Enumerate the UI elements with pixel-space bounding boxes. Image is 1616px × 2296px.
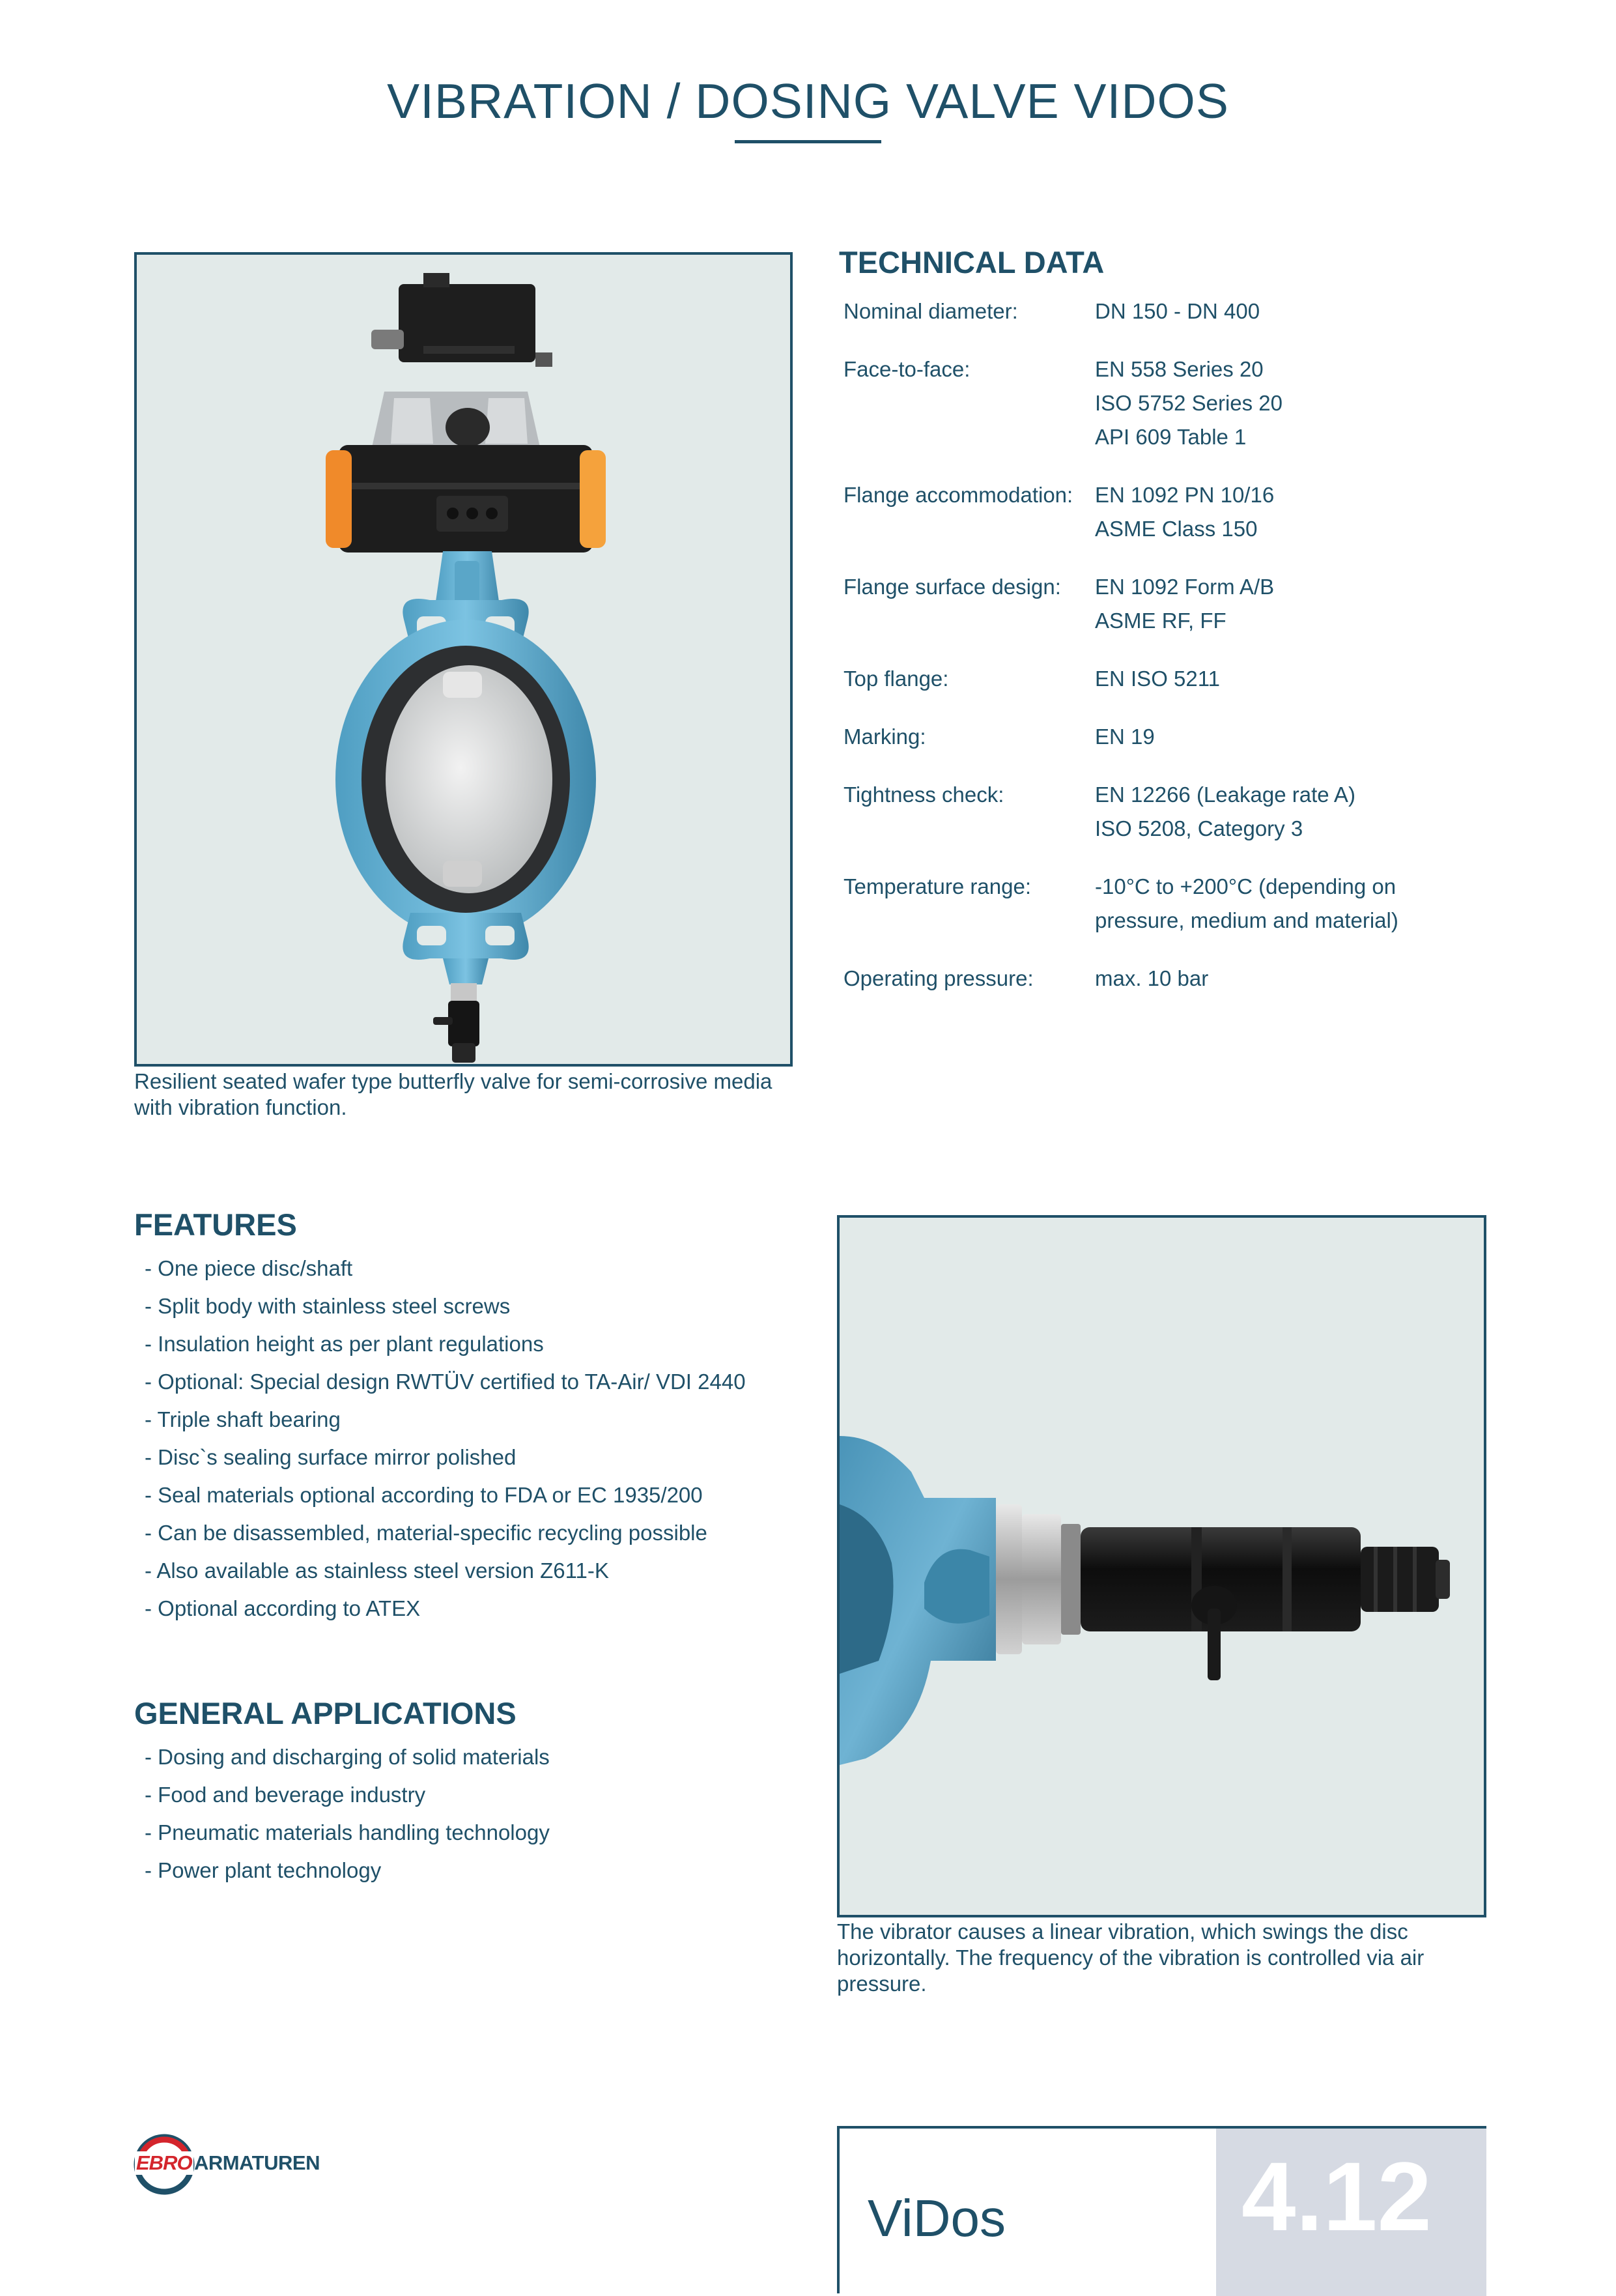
- technical-data-value: API 609 Table 1: [1095, 425, 1247, 449]
- technical-data-values: [1095, 870, 1398, 938]
- technical-data-values: [1095, 294, 1260, 328]
- page-title: VIBRATION / DOSING VALVE VIDOS: [387, 74, 1229, 128]
- technical-data-value: EN 12266 (Leakage rate A): [1095, 782, 1355, 807]
- technical-data-row: [843, 662, 1495, 696]
- technical-data-table: [843, 294, 1495, 1020]
- main-image-caption: [134, 1069, 851, 1121]
- features-heading: FEATURES: [134, 1207, 297, 1242]
- technical-data-row: [843, 294, 1495, 328]
- vibrator-detail-image: [840, 1218, 1484, 1915]
- technical-data-value: EN 19: [1095, 725, 1155, 749]
- technical-data-row: [843, 478, 1495, 546]
- technical-data-value: EN 558 Series 20: [1095, 357, 1264, 381]
- technical-data-values: [1095, 352, 1283, 454]
- technical-data-value: DN 150 - DN 400: [1095, 299, 1260, 323]
- technical-data-label: Marking:: [843, 725, 926, 749]
- logo-text-ebro: EBRO: [136, 2151, 192, 2174]
- feature-item: - Triple shaft bearing: [145, 1407, 341, 1431]
- technical-data-value: EN 1092 PN 10/16: [1095, 483, 1275, 507]
- main-product-image: [134, 252, 793, 1067]
- feature-item: - Split body with stainless steel screws: [145, 1294, 511, 1318]
- logo-text-armaturen: ARMATUREN: [194, 2151, 320, 2174]
- applications-list: [145, 1745, 861, 1896]
- application-item: - Dosing and discharging of solid materials: [145, 1745, 550, 1769]
- feature-item: - One piece disc/shaft: [145, 1256, 353, 1280]
- detail-image: [837, 1215, 1486, 1917]
- technical-data-label: Flange accommodation:: [843, 483, 1073, 507]
- main-image-caption-line2: with vibration function.: [134, 1095, 347, 1119]
- technical-data-value: EN ISO 5211: [1095, 667, 1220, 691]
- technical-data-label: Operating pressure:: [843, 966, 1034, 990]
- feature-item: - Disc`s sealing surface mirror polished: [145, 1445, 517, 1469]
- technical-data-value: EN 1092 Form A/B: [1095, 575, 1275, 599]
- technical-data-label: Flange surface design:: [843, 575, 1061, 599]
- technical-data-values: [1095, 662, 1220, 696]
- footer-product-box: [837, 2126, 1486, 2293]
- technical-data-values: [1095, 778, 1355, 846]
- technical-data-label: Tightness check:: [843, 782, 1004, 807]
- main-image-caption-line1: Resilient seated wafer type butterfly valve for semi-corrosive media: [134, 1069, 773, 1093]
- technical-data-label: Top flange:: [843, 667, 949, 691]
- ebro-armaturen-logo: [133, 2132, 354, 2197]
- footer-page-number: 4.12: [1241, 2142, 1432, 2251]
- technical-data-row: [843, 870, 1495, 938]
- technical-data-row: [843, 962, 1495, 996]
- technical-data-value: ASME RF, FF: [1095, 609, 1226, 633]
- feature-item: - Optional: Special design RWTÜV certified to TA-Air/ VDI 2440: [145, 1370, 746, 1394]
- technical-data-value: ISO 5752 Series 20: [1095, 391, 1283, 415]
- butterfly-valve-with-actuator-image: [137, 255, 790, 1064]
- technical-data-value: ASME Class 150: [1095, 517, 1258, 541]
- detail-image-caption: [837, 1919, 1488, 1997]
- footer-product-name: ViDos: [868, 2189, 1006, 2247]
- title-underline: [735, 140, 881, 143]
- technical-data-label: Face-to-face:: [843, 357, 971, 381]
- technical-data-row: [843, 778, 1495, 846]
- application-item: - Pneumatic materials handling technology: [145, 1820, 550, 1844]
- technical-data-values: [1095, 478, 1274, 546]
- feature-item: - Optional according to ATEX: [145, 1596, 421, 1620]
- detail-image-caption-line1: The vibrator causes a linear vibration, which swings the disc: [837, 1919, 1408, 1944]
- technical-data-row: [843, 720, 1495, 754]
- application-item: - Food and beverage industry: [145, 1783, 426, 1807]
- technical-data-values: [1095, 570, 1274, 638]
- feature-item: - Insulation height as per plant regulations: [145, 1332, 544, 1356]
- technical-data-value: -10°C to +200°C (depending on: [1095, 874, 1396, 898]
- applications-heading: GENERAL APPLICATIONS: [134, 1696, 517, 1730]
- feature-item: - Also available as stainless steel version Z611-K: [145, 1558, 609, 1583]
- technical-data-values: [1095, 720, 1155, 754]
- detail-image-caption-line3: pressure.: [837, 1972, 927, 1996]
- feature-item: - Can be disassembled, material-specific recycling possible: [145, 1521, 707, 1545]
- application-item: - Power plant technology: [145, 1858, 382, 1882]
- technical-data-row: [843, 352, 1495, 454]
- technical-data-values: [1095, 962, 1208, 996]
- technical-data-value: max. 10 bar: [1095, 966, 1209, 990]
- technical-data-row: [843, 570, 1495, 638]
- features-list: [145, 1256, 861, 1634]
- technical-data-label: Temperature range:: [843, 874, 1031, 898]
- detail-image-caption-line2: horizontally. The frequency of the vibration is controlled via air: [837, 1945, 1425, 1970]
- technical-data-heading: TECHNICAL DATA: [839, 245, 1105, 280]
- technical-data-value: pressure, medium and material): [1095, 908, 1398, 932]
- footer-page-number-block: [1216, 2129, 1486, 2296]
- technical-data-label: Nominal diameter:: [843, 299, 1018, 323]
- feature-item: - Seal materials optional according to FDA or EC 1935/200: [145, 1483, 703, 1507]
- technical-data-value: ISO 5208, Category 3: [1095, 816, 1303, 840]
